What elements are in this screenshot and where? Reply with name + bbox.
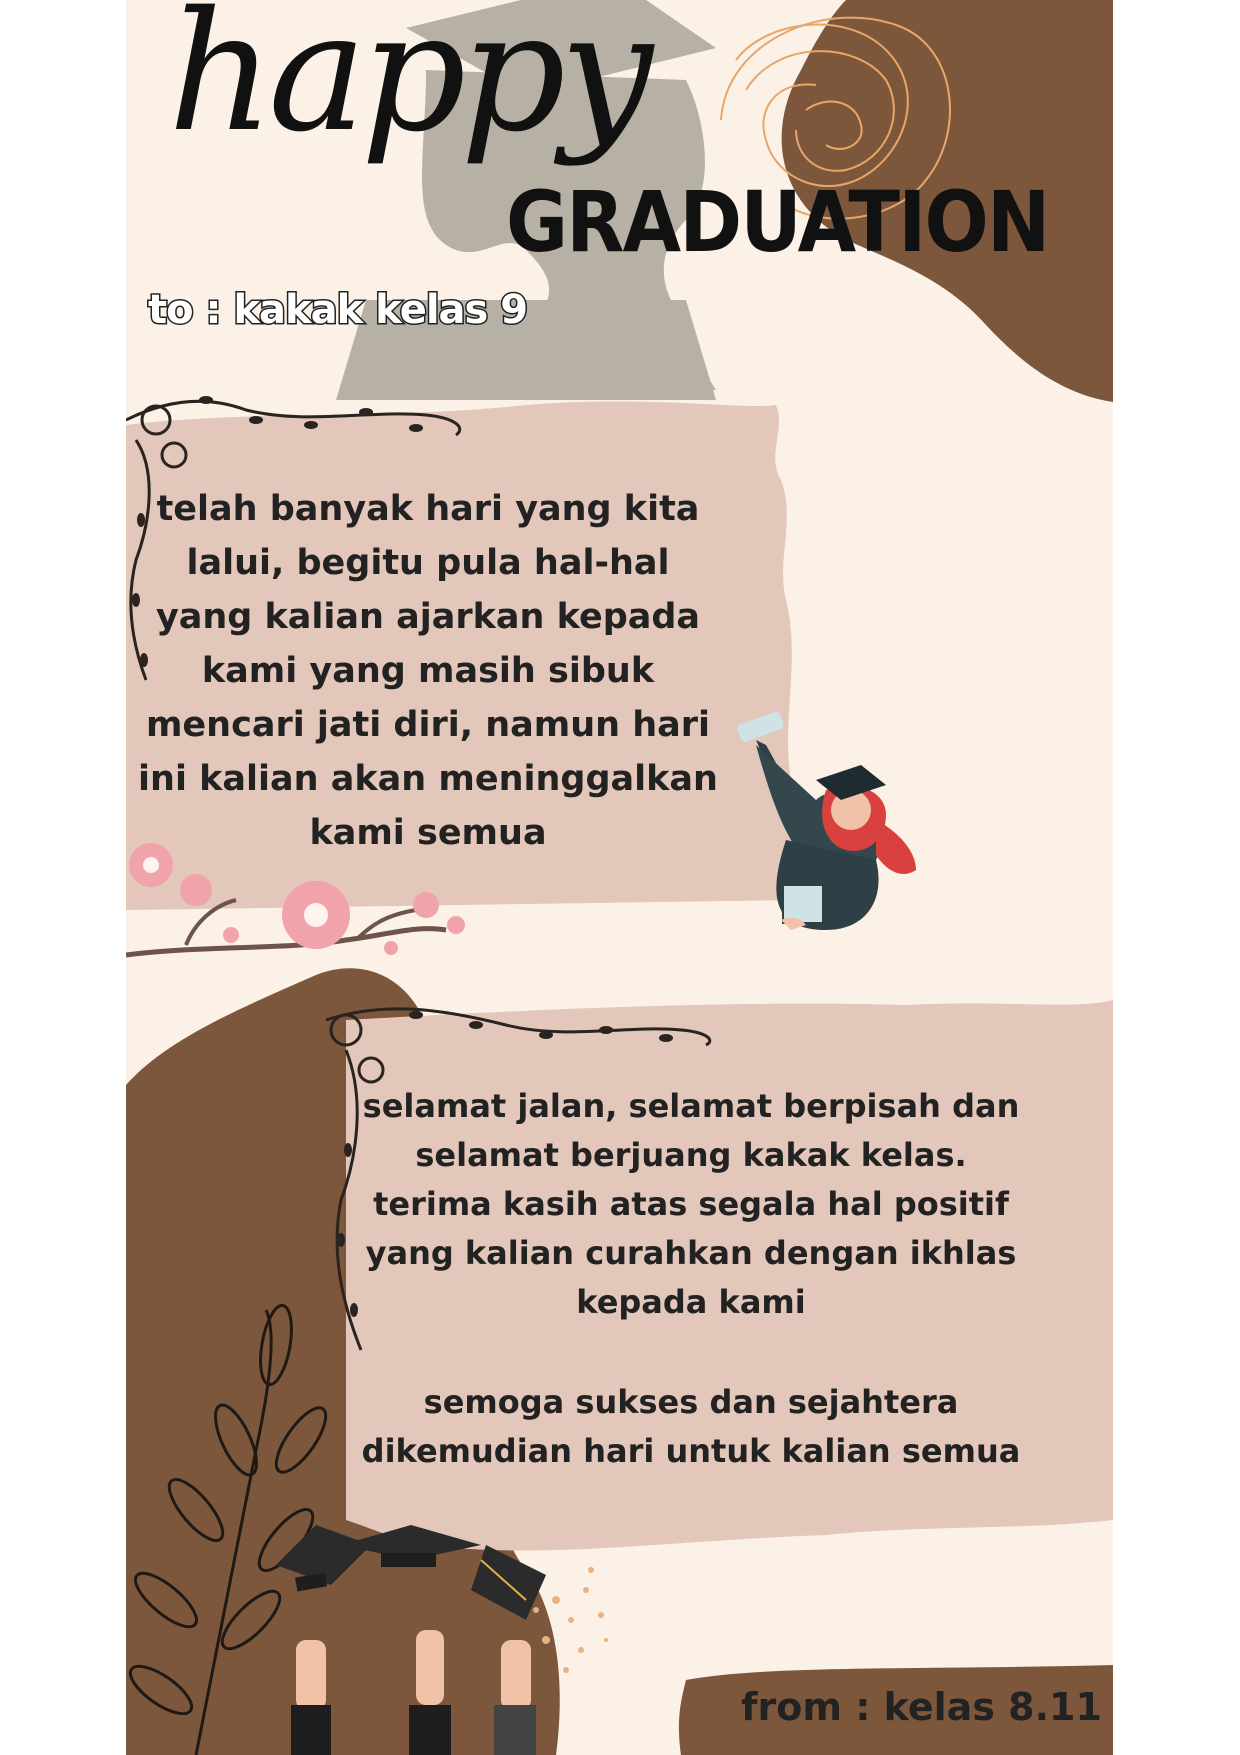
title-happy: happy (168, 0, 648, 168)
graduation-card (126, 0, 1113, 1755)
message-paragraph-1: telah banyak hari yang kita lalui, begitu pula hal-hal yang kalian ajarkan kepada kami yang masih sibuk mencari jati diri, namun hari ini kalian akan meninggalkan kami semua (138, 489, 718, 853)
sender-line: from : kelas 8.11 (741, 1685, 1102, 1729)
recipient-line: to : kakak kelas 9 (148, 287, 528, 333)
message-paragraph-2: selamat jalan, selamat berpisah dan selamat berjuang kakak kelas. terima kasih atas segala hal positif yang kalian curahkan dengan ikhlas kepada kami (362, 1087, 1020, 1321)
message-paragraph-3: semoga sukses dan sejahtera dikemudian hari untuk kalian semua (361, 1383, 1021, 1470)
title-graduation: GRADUATION (506, 173, 1049, 271)
